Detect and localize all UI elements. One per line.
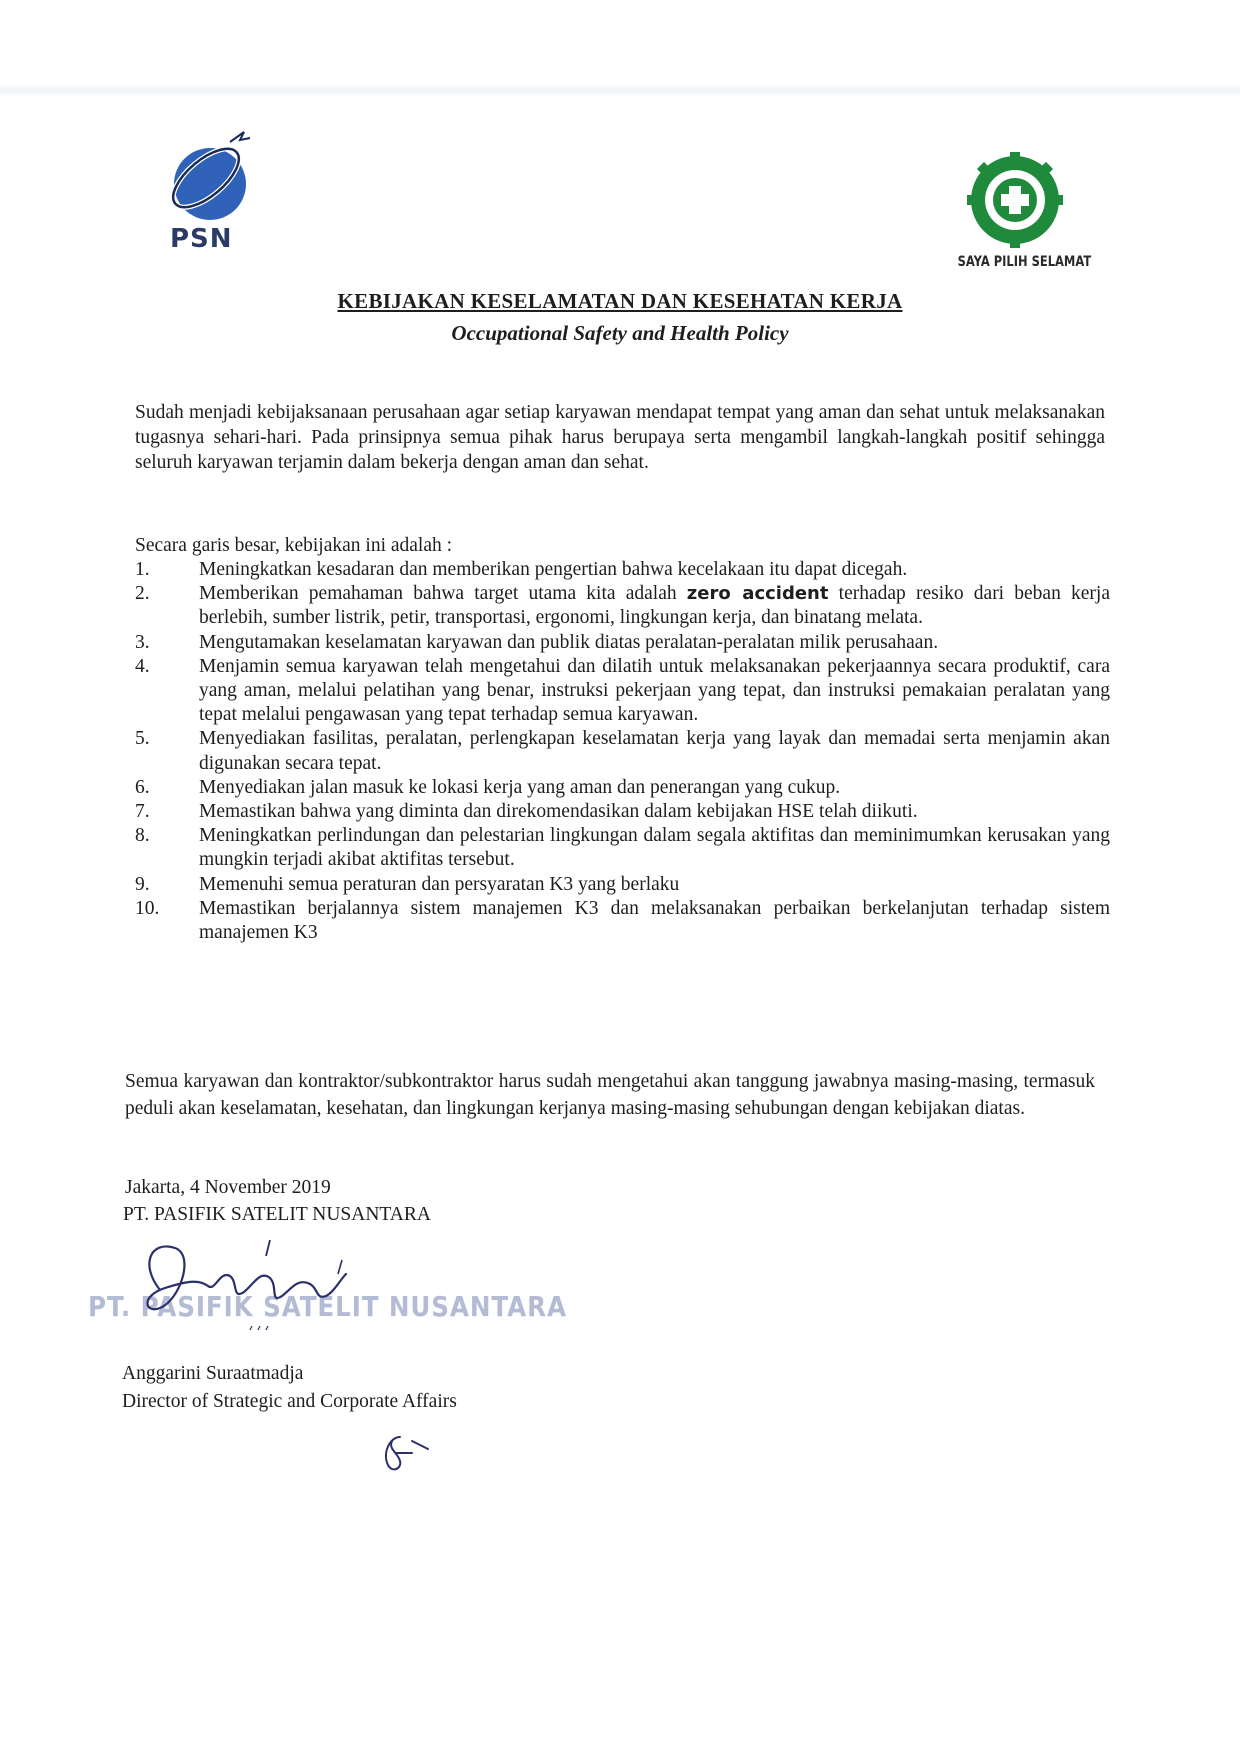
k3-gear-cross-icon [950,150,1080,260]
opening-paragraph: Sudah menjadi kebijaksanaan perusahaan agar setiap karyawan mendapat tempat yang aman dan sehat untuk melaksanakan tugasnya sehari-hari. Pada prinsipnya semua pihak harus berupaya serta mengambil langkah-langkah positif sehingga seluruh karyawan terjamin dalam bekerja dengan aman dan sehat. [135,402,1105,473]
company-stamp: PT. PASIFIK SATELIT NUSANTARA [88,1290,567,1323]
policy-item-emphasis: zero accident [686,583,829,605]
policy-item-number: 6 . [135,776,185,800]
policy-item-text-after: terhadap resiko dari beban kerja berlebih, sumber listrik, petir, transportasi, ergonomi, lingkungan kerja, dan binatang melata. [199,583,1110,629]
document-title: KEBIJAKAN KESELAMATAN DAN KESEHATAN KERJA [337,289,903,313]
policy-item-text: Memastikan bahwa yang diminta dan direkomendasikan dalam kebijakan HSE telah diikuti. [199,801,918,823]
policy-item-number: 5 . [135,727,185,751]
policy-item-number: 7 . [135,800,185,824]
psn-logo-text: PSN [170,224,233,254]
policy-item [135,897,1110,945]
policy-item-text: Meningkatkan perlindungan dan pelestarian lingkungan dalam segala aktifitas dan meminimumkan kerusakan yang mungkin terjadi akibat aktifitas tersebut. [199,825,1110,871]
policy-item-number: 4 . [135,655,185,679]
place-and-date: Jakarta, 4 November 2019 [125,1177,331,1198]
policy-item [135,631,1110,655]
policy-list [135,558,1110,945]
signer-name: Anggarini Suraatmadja [122,1363,304,1384]
policy-item-text: Memastikan berjalannya sistem manajemen K3 dan melaksanakan perbaikan berkelanjutan terhadap sistem manajemen K3 [199,897,1110,944]
policy-item-number: 2 . [135,582,185,606]
handwritten-signature [120,1230,380,1340]
policy-item-text: Memenuhi semua peraturan dan persyaratan K3 yang berlaku [199,873,680,895]
policy-item [135,558,1110,582]
policy-item-text-before: Memberikan pemahaman bahwa target utama kita adalah [199,583,687,605]
psn-logo [160,126,260,254]
policy-item-text: Menyediakan jalan masuk ke lokasi kerja yang aman dan penerangan yang cukup. [199,776,841,798]
scan-edge-shadow [0,84,1240,98]
policy-item-text: Menyediakan fasilitas, peralatan, perlengkapan keselamatan kerja yang layak dan memadai serta menjamin akan digunakan secara tepat. [199,728,1110,774]
policy-item [135,873,1110,897]
policy-item-number: 1 . [135,558,185,582]
company-name: PT. PASIFIK SATELIT NUSANTARA [123,1204,431,1225]
policy-item-number: 10 . [135,897,185,921]
signer-title: Director of Strategic and Corporate Affairs [122,1391,457,1412]
psn-globe-icon [160,126,260,226]
policy-item-number: 9 . [135,873,185,897]
policy-item-number: 3 . [135,631,185,655]
policy-item [135,776,1110,800]
document-subtitle: Occupational Safety and Health Policy [451,321,789,345]
policy-item-number: 8 . [135,824,185,848]
k3-logo-caption: SAYA PILIH SELAMAT [957,254,1092,270]
policy-item [135,655,1110,728]
policy-item [135,582,1110,630]
closing-paragraph: Semua karyawan dan kontraktor/subkontraktor harus sudah mengetahui akan tanggung jawabnya masing-masing, termasuk peduli akan keselamatan, kesehatan, dan lingkungan kerjanya masing-masing sehubungan dengan kebijakan diatas. [125,1071,1095,1119]
policy-item-text: Meningkatkan kesadaran dan memberikan pengertian bahwa kecelakaan itu dapat dicegah. [199,559,908,580]
policy-item [135,727,1110,775]
handwritten-initials [372,1423,442,1478]
policy-item-text: Menjamin semua karyawan telah mengetahui dan dilatih untuk melaksanakan pekerjaannya secara produktif, cara yang aman, melalui pelatihan yang benar, instruksi pekerjaan yang tepat, dan instruksi pemakaian peralatan yang tepat melalui pengawasan yang tepat terhadap semua karyawan. [199,655,1110,726]
policy-list-intro: Secara garis besar, kebijakan ini adalah : [135,535,453,556]
policy-item [135,824,1110,872]
policy-item [135,800,1110,824]
policy-item-text: Mengutamakan keselamatan karyawan dan publik diatas peralatan-peralatan milik perusahaan. [199,631,939,653]
